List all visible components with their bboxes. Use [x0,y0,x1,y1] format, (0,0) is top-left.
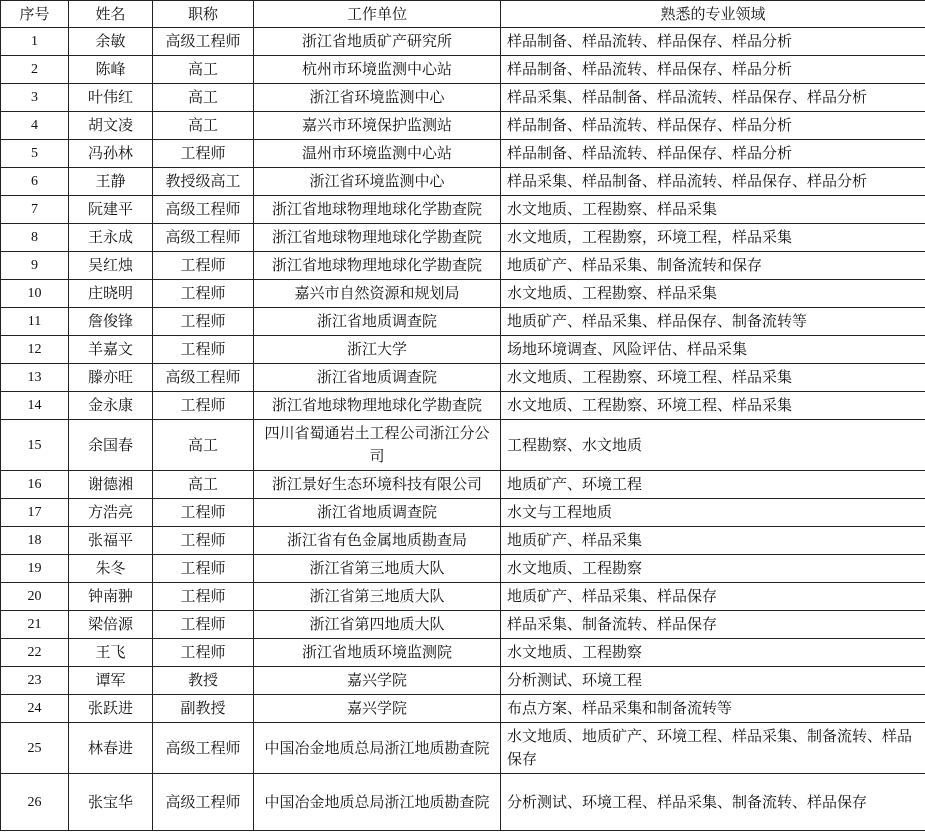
cell-title: 高工 [153,471,254,499]
cell-unit: 嘉兴学院 [254,695,501,723]
table-row [1,695,925,723]
table-row [1,723,925,774]
cell-field: 水文地质、工程勘察 [501,555,925,583]
cell-name: 吴红烛 [69,252,153,280]
cell-name: 胡文凌 [69,112,153,140]
cell-title: 工程师 [153,499,254,527]
cell-field: 地质矿产、样品采集、制备流转和保存 [501,252,925,280]
cell-name: 陈峰 [69,56,153,84]
cell-name: 余国春 [69,420,153,471]
header-title: 职称 [153,1,254,28]
cell-unit: 浙江省地质调查院 [254,308,501,336]
table-row [1,420,925,471]
cell-unit: 中国冶金地质总局浙江地质勘查院 [254,774,501,831]
table-row [1,196,925,224]
cell-no: 18 [1,527,69,555]
cell-unit: 浙江省有色金属地质勘查局 [254,527,501,555]
cell-field: 样品制备、样品流转、样品保存、样品分析 [501,56,925,84]
cell-unit: 浙江省地球物理地球化学勘查院 [254,196,501,224]
cell-title: 高级工程师 [153,224,254,252]
cell-no: 4 [1,112,69,140]
cell-unit: 浙江省第三地质大队 [254,555,501,583]
table-body [1,28,925,831]
cell-name: 朱冬 [69,555,153,583]
cell-title: 工程师 [153,252,254,280]
cell-title: 高级工程师 [153,196,254,224]
table-row [1,336,925,364]
cell-unit: 浙江省地质调查院 [254,499,501,527]
cell-title: 高工 [153,112,254,140]
cell-unit: 浙江省地质调查院 [254,364,501,392]
cell-field: 地质矿产、样品采集、样品保存、制备流转等 [501,308,925,336]
cell-field: 地质矿产、环境工程 [501,471,925,499]
cell-name: 林春进 [69,723,153,774]
cell-field: 样品采集、样品制备、样品流转、样品保存、样品分析 [501,168,925,196]
cell-title: 工程师 [153,639,254,667]
cell-no: 23 [1,667,69,695]
table-row [1,280,925,308]
table-row [1,140,925,168]
cell-unit: 温州市环境监测中心站 [254,140,501,168]
cell-unit: 中国冶金地质总局浙江地质勘查院 [254,723,501,774]
cell-unit: 浙江省第四地质大队 [254,611,501,639]
cell-no: 7 [1,196,69,224]
cell-unit: 浙江省地球物理地球化学勘查院 [254,252,501,280]
cell-name: 张宝华 [69,774,153,831]
cell-unit: 浙江省地球物理地球化学勘查院 [254,224,501,252]
cell-no: 21 [1,611,69,639]
cell-title: 教授级高工 [153,168,254,196]
cell-no: 2 [1,56,69,84]
table-row [1,583,925,611]
cell-field: 场地环境调查、风险评估、样品采集 [501,336,925,364]
cell-unit: 浙江省地质矿产研究所 [254,28,501,56]
cell-title: 工程师 [153,336,254,364]
table-row [1,527,925,555]
table-row [1,639,925,667]
cell-name: 冯孙林 [69,140,153,168]
cell-no: 14 [1,392,69,420]
cell-unit: 嘉兴学院 [254,667,501,695]
cell-field: 分析测试、环境工程 [501,667,925,695]
cell-title: 工程师 [153,280,254,308]
cell-field: 地质矿产、样品采集、样品保存 [501,583,925,611]
cell-no: 5 [1,140,69,168]
cell-title: 教授 [153,667,254,695]
cell-no: 10 [1,280,69,308]
cell-unit: 浙江省环境监测中心 [254,84,501,112]
cell-unit: 浙江景好生态环境科技有限公司 [254,471,501,499]
cell-no: 11 [1,308,69,336]
table-row [1,168,925,196]
cell-no: 15 [1,420,69,471]
cell-title: 工程师 [153,140,254,168]
cell-title: 高工 [153,84,254,112]
cell-title: 高级工程师 [153,723,254,774]
cell-field: 工程勘察、水文地质 [501,420,925,471]
cell-field: 样品采集、制备流转、样品保存 [501,611,925,639]
cell-unit: 浙江大学 [254,336,501,364]
cell-title: 工程师 [153,308,254,336]
cell-no: 13 [1,364,69,392]
table-row [1,499,925,527]
table-row [1,471,925,499]
cell-title: 工程师 [153,611,254,639]
table-row [1,667,925,695]
cell-no: 8 [1,224,69,252]
cell-field: 布点方案、样品采集和制备流转等 [501,695,925,723]
table-row [1,56,925,84]
cell-name: 金永康 [69,392,153,420]
cell-name: 王永成 [69,224,153,252]
cell-field: 水文与工程地质 [501,499,925,527]
cell-field: 水文地质、工程勘察、环境工程、样品采集 [501,392,925,420]
table-row [1,308,925,336]
header-name: 姓名 [69,1,153,28]
cell-no: 26 [1,774,69,831]
cell-no: 19 [1,555,69,583]
cell-title: 工程师 [153,527,254,555]
cell-name: 张福平 [69,527,153,555]
cell-title: 高级工程师 [153,28,254,56]
cell-name: 滕亦旺 [69,364,153,392]
cell-title: 高工 [153,420,254,471]
cell-title: 高级工程师 [153,774,254,831]
cell-unit: 四川省蜀通岩土工程公司浙江分公司 [254,420,501,471]
cell-unit: 浙江省地质环境监测院 [254,639,501,667]
table-row [1,28,925,56]
cell-no: 25 [1,723,69,774]
cell-field: 分析测试、环境工程、样品采集、制备流转、样品保存 [501,774,925,831]
table-row [1,774,925,831]
cell-name: 余敏 [69,28,153,56]
cell-field: 样品采集、样品制备、样品流转、样品保存、样品分析 [501,84,925,112]
cell-field: 样品制备、样品流转、样品保存、样品分析 [501,140,925,168]
cell-name: 王静 [69,168,153,196]
cell-no: 17 [1,499,69,527]
cell-unit: 嘉兴市环境保护监测站 [254,112,501,140]
cell-no: 24 [1,695,69,723]
cell-title: 高工 [153,56,254,84]
cell-name: 王飞 [69,639,153,667]
table-row [1,252,925,280]
cell-no: 1 [1,28,69,56]
cell-no: 9 [1,252,69,280]
cell-field: 水文地质，工程勘察，环境工程，样品采集 [501,224,925,252]
cell-name: 梁倍源 [69,611,153,639]
cell-title: 工程师 [153,555,254,583]
cell-field: 地质矿产、样品采集 [501,527,925,555]
cell-field: 样品制备、样品流转、样品保存、样品分析 [501,112,925,140]
cell-title: 工程师 [153,392,254,420]
cell-name: 阮建平 [69,196,153,224]
cell-field: 水文地质、工程勘察、样品采集 [501,196,925,224]
cell-field: 水文地质、工程勘察、环境工程、样品采集 [501,364,925,392]
cell-name: 张跃进 [69,695,153,723]
cell-no: 6 [1,168,69,196]
table-row [1,364,925,392]
cell-unit: 杭州市环境监测中心站 [254,56,501,84]
table-row [1,611,925,639]
cell-field: 水文地质、地质矿产、环境工程、样品采集、制备流转、样品保存 [501,723,925,774]
cell-unit: 浙江省地球物理地球化学勘查院 [254,392,501,420]
cell-name: 钟南翀 [69,583,153,611]
cell-no: 20 [1,583,69,611]
cell-title: 高级工程师 [153,364,254,392]
cell-field: 样品制备、样品流转、样品保存、样品分析 [501,28,925,56]
table-row [1,84,925,112]
cell-unit: 嘉兴市自然资源和规划局 [254,280,501,308]
header-field: 熟悉的专业领域 [501,1,925,28]
table-row [1,392,925,420]
cell-field: 水文地质、工程勘察、样品采集 [501,280,925,308]
table-row [1,224,925,252]
cell-unit: 浙江省环境监测中心 [254,168,501,196]
table-row [1,555,925,583]
cell-field: 水文地质、工程勘察 [501,639,925,667]
cell-name: 叶伟红 [69,84,153,112]
cell-no: 3 [1,84,69,112]
cell-unit: 浙江省第三地质大队 [254,583,501,611]
header-no: 序号 [1,1,69,28]
cell-title: 副教授 [153,695,254,723]
cell-name: 谢德湘 [69,471,153,499]
cell-name: 詹俊锋 [69,308,153,336]
header-unit: 工作单位 [254,1,501,28]
cell-title: 工程师 [153,583,254,611]
table-row [1,112,925,140]
cell-no: 16 [1,471,69,499]
cell-name: 庄晓明 [69,280,153,308]
cell-no: 22 [1,639,69,667]
cell-name: 羊嘉文 [69,336,153,364]
cell-no: 12 [1,336,69,364]
cell-name: 谭军 [69,667,153,695]
header-row [1,1,925,28]
cell-name: 方浩亮 [69,499,153,527]
